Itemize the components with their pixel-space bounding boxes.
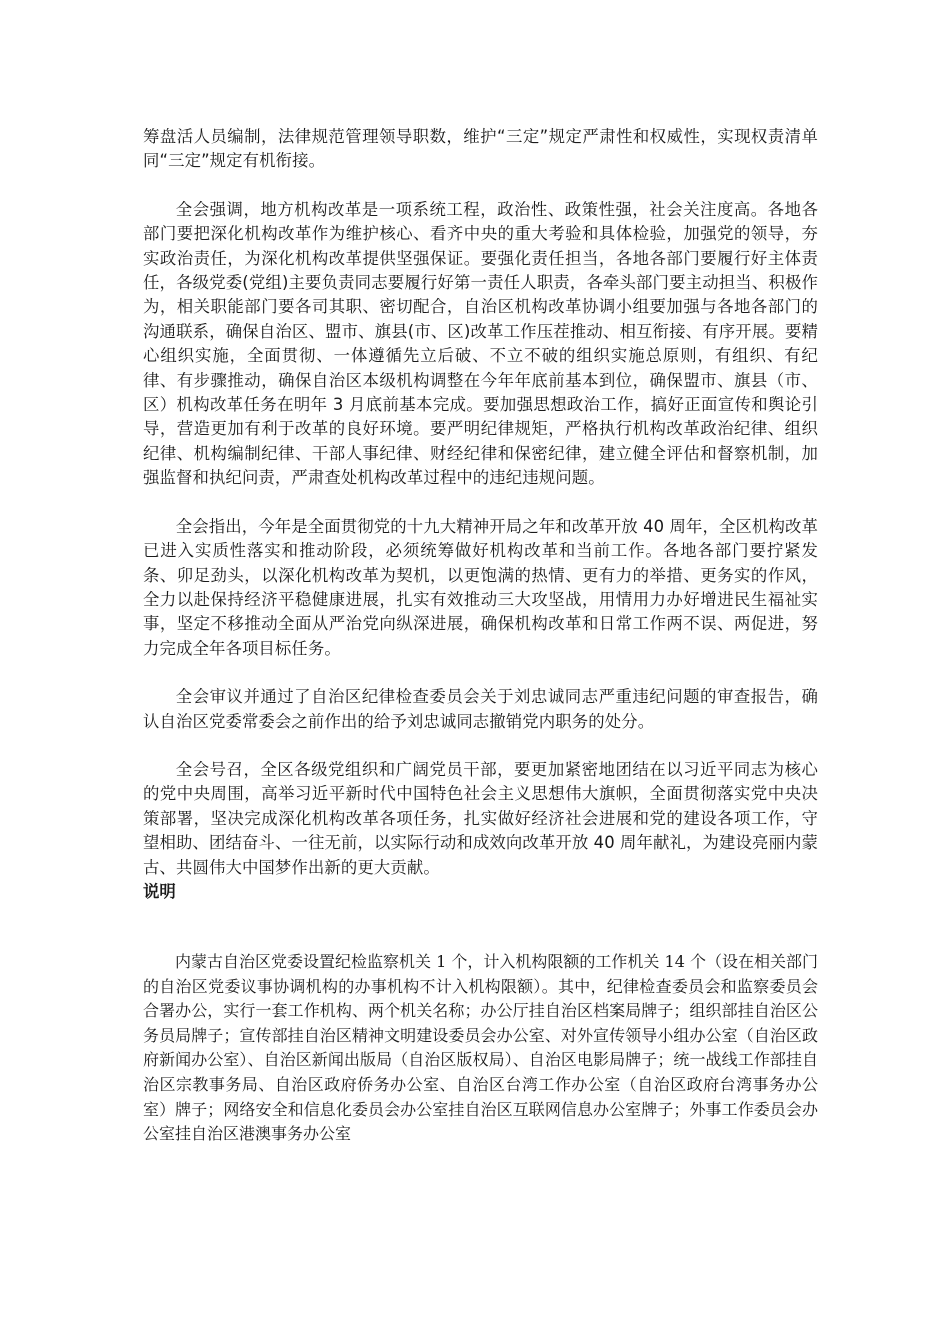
- document-page: [143, 125, 818, 1147]
- paragraph-2: 全会强调，地方机构改革是一项系统工程，政治性、政策性强，社会关注度高。各地各部门要把深化机构改革作为维护核心、看齐中央的重大考验和具体检验，加强党的领导，夯实政治责任，为深化机构改革提供坚强保证。要强化责任担当，各地各部门要履行好主体责任，各级党委(党组)主要负责同志要履行好第一责任人职责，各牵头部门要主动担当、积极作为，相关职能部门要各司其职、密切配合，自治区机构改革协调小组要加强与各地各部门的沟通联系，确保自治区、盟市、旗县(市、区)改革工作压茬推动、相互衔接、有序开展。要精心组织实施，全面贯彻、一体遵循先立后破、不立不破的组织实施总原则，有组织、有纪律、有步骤推动，确保自治区本级机构调整在今年年底前基本到位，确保盟市、旗县（市、区）机构改革任务在明年 3 月底前基本完成。要加强思想政治工作，搞好正面宣传和舆论引导，营造更加有利于改革的良好环境。要严明纪律规矩，严格执行机构改革政治纪律、组织纪律、机构编制纪律、干部人事纪律、财经纪律和保密纪律，建立健全评估和督察机制，加强监督和执纪问责，严肃查处机构改革过程中的违纪违规问题。: [143, 199, 818, 488]
- paragraph-gap: [143, 734, 818, 758]
- paragraph-gap: [143, 661, 818, 685]
- section-heading: 说明: [143, 881, 176, 901]
- note-block: [143, 950, 818, 1147]
- paragraph-gap: [143, 491, 818, 515]
- paragraph-5: 全会号召，全区各级党组织和广阔党员干部，要更加紧密地团结在以习近平同志为核心的党中央周围，高举习近平新时代中国特色社会主义思想伟大旗帜，全面贯彻落实党中央决策部署，坚决完成深化机构改革各项任务，扎实做好经济社会进展和党的建设各项工作，守望相助、团结奋斗、一往无前，以实际行动和成效向改革开放 40 周年献礼，为建设亮丽内蒙古、共圆伟大中国梦作出新的更大贡献。: [143, 759, 818, 877]
- paragraph-1: 筹盘活人员编制，法律规范管理领导职数，维护“三定”规定严肃性和权威性，实现权责清单同“三定”规定有机衔接。: [143, 127, 818, 171]
- paragraph-3: 全会指出，今年是全面贯彻党的十九大精神开局之年和改革开放 40 周年，全区机构改革已进入实质性落实和推动阶段，必须统筹做好机构改革和当前工作。各地各部门要拧紧发条、卯足劲头，以深化机构改革为契机，以更饱满的热情、更有力的举措、更务实的作风，全力以赴保持经济平稳健康进展，扎实有效推动三大攻坚战，用情用力办好增进民生福祉实事，坚定不移推动全面从严治党向纵深进展，确保机构改革和日常工作两不误、两促进，努力完成全年各项目标任务。: [143, 516, 818, 658]
- paragraph-gap: [143, 174, 818, 198]
- paragraph-4: 全会审议并通过了自治区纪律检查委员会关于刘忠诚同志严重违纪问题的审查报告，确认自治区党委常委会之前作出的给予刘忠诚同志撤销党内职务的处分。: [143, 687, 818, 731]
- note-paragraph: 内蒙古自治区党委设置纪检监察机关 1 个，计入机构限额的工作机关 14 个（设在相关部门的自治区党委议事协调机构的办事机构不计入机构限额）。其中，纪律检查委员会和监察委员会合署办公，实行一套工作机构、两个机关名称；办公厅挂自治区档案局牌子；组织部挂自治区公务员局牌子；宣传部挂自治区精神文明建设委员会办公室、对外宣传领导小组办公室（自治区政府新闻办公室）、自治区新闻出版局（自治区版权局）、自治区电影局牌子；统一战线工作部挂自治区宗教事务局、自治区政府侨务办公室、自治区台湾工作办公室（自治区政府台湾事务办公室）牌子；网络安全和信息化委员会办公室挂自治区互联网信息办公室牌子；外事工作委员会办公室挂自治区港澳事务办公室: [143, 951, 818, 1144]
